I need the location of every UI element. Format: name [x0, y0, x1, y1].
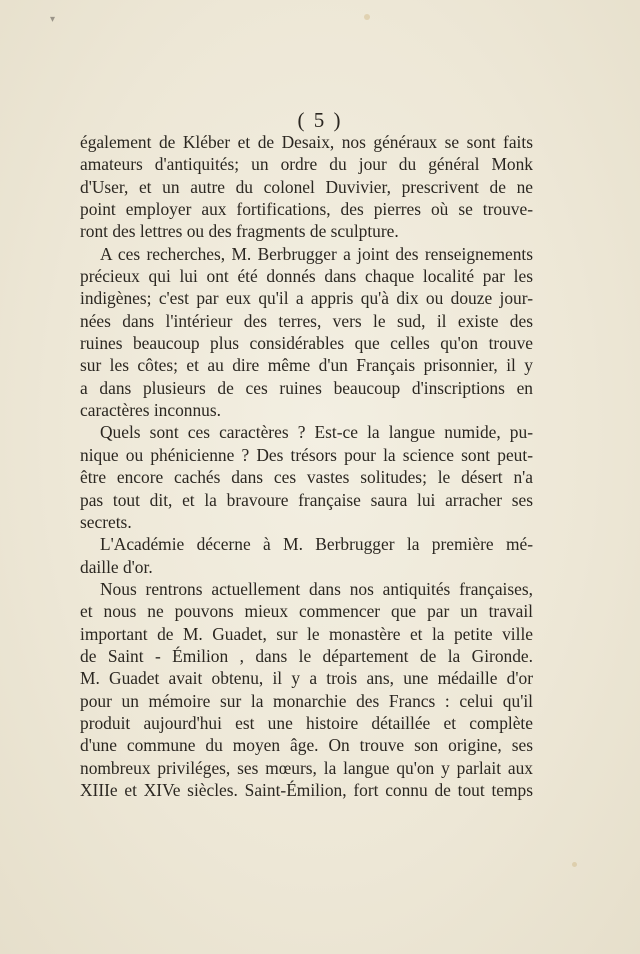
text-line: XIIIe et XIVe siècles. Saint-Émilion, fort connu de tout temps	[80, 779, 533, 800]
text-line: et nous ne pouvons mieux commencer que par un travail	[80, 601, 533, 622]
text-line: point employer aux fortifications, des pierres où se trouve-	[80, 199, 533, 220]
text-line: M. Guadet avait obtenu, il y a trois ans, une médaille d'or	[80, 668, 533, 689]
text-line: sur les côtes; et au dire même d'un Français prisonnier, il y	[80, 355, 533, 376]
text-line: amateurs d'antiquités; un ordre du jour du général Monk	[80, 154, 533, 175]
text-line: ruines beaucoup plus considérables que celles qu'on trouve	[80, 333, 533, 354]
text-line: nées dans l'intérieur des terres, vers le sud, il existe des	[80, 310, 533, 331]
text-line: important de M. Guadet, sur le monastère et la petite ville	[80, 623, 533, 644]
text-line: d'User, et un autre du colonel Duvivier, prescrivent de ne	[80, 176, 533, 197]
text-line: caractères inconnus.	[80, 400, 221, 421]
text-line: nique ou phénicienne ? Des trésors pour la science sont peut-	[80, 444, 533, 465]
text-line: également de Kléber et de Desaix, nos généraux se sont faits	[80, 132, 533, 152]
text-line: a dans plusieurs de ces ruines beaucoup d'inscriptions en	[80, 377, 533, 398]
text-line: ront des lettres ou des fragments de sculpture.	[80, 221, 399, 242]
paper-spot	[364, 14, 370, 20]
text-line: être encore cachés dans ces vastes solitudes; le désert n'a	[80, 467, 533, 488]
text-line: daille d'or.	[80, 556, 153, 577]
text-line: indigènes; c'est par eux qu'il a appris qu'à dix ou douze jour-	[80, 288, 533, 309]
text-line: L'Académie décerne à M. Berbrugger la première mé-	[100, 534, 533, 555]
body-text	[80, 131, 533, 801]
text-line: produit aujourd'hui est une histoire détaillée et complète	[80, 712, 533, 733]
text-line: pour un mémoire sur la monarchie des Francs : celui qu'il	[80, 690, 533, 711]
text-line: A ces recherches, M. Berbrugger a joint des renseignements	[100, 243, 533, 264]
page-number: ( 5 )	[297, 108, 343, 132]
text-line: d'une commune du moyen âge. On trouve son origine, ses	[80, 735, 533, 756]
text-line: pas tout dit, et la bravoure française saura lui arracher ses	[80, 489, 533, 510]
text-line: secrets.	[80, 511, 132, 532]
text-line: de Saint - Émilion , dans le département de la Gironde.	[80, 645, 533, 666]
text-line: Quels sont ces caractères ? Est-ce la langue numide, pu-	[100, 422, 533, 443]
paper-spot	[572, 862, 577, 867]
text-line: nombreux priviléges, ses mœurs, la langue qu'on y parlait aux	[80, 757, 533, 778]
paper-mark: ▾	[50, 14, 56, 25]
text-line: Nous rentrons actuellement dans nos antiquités françaises,	[100, 578, 533, 599]
text-line: précieux qui lui ont été donnés dans chaque localité par les	[80, 266, 533, 287]
